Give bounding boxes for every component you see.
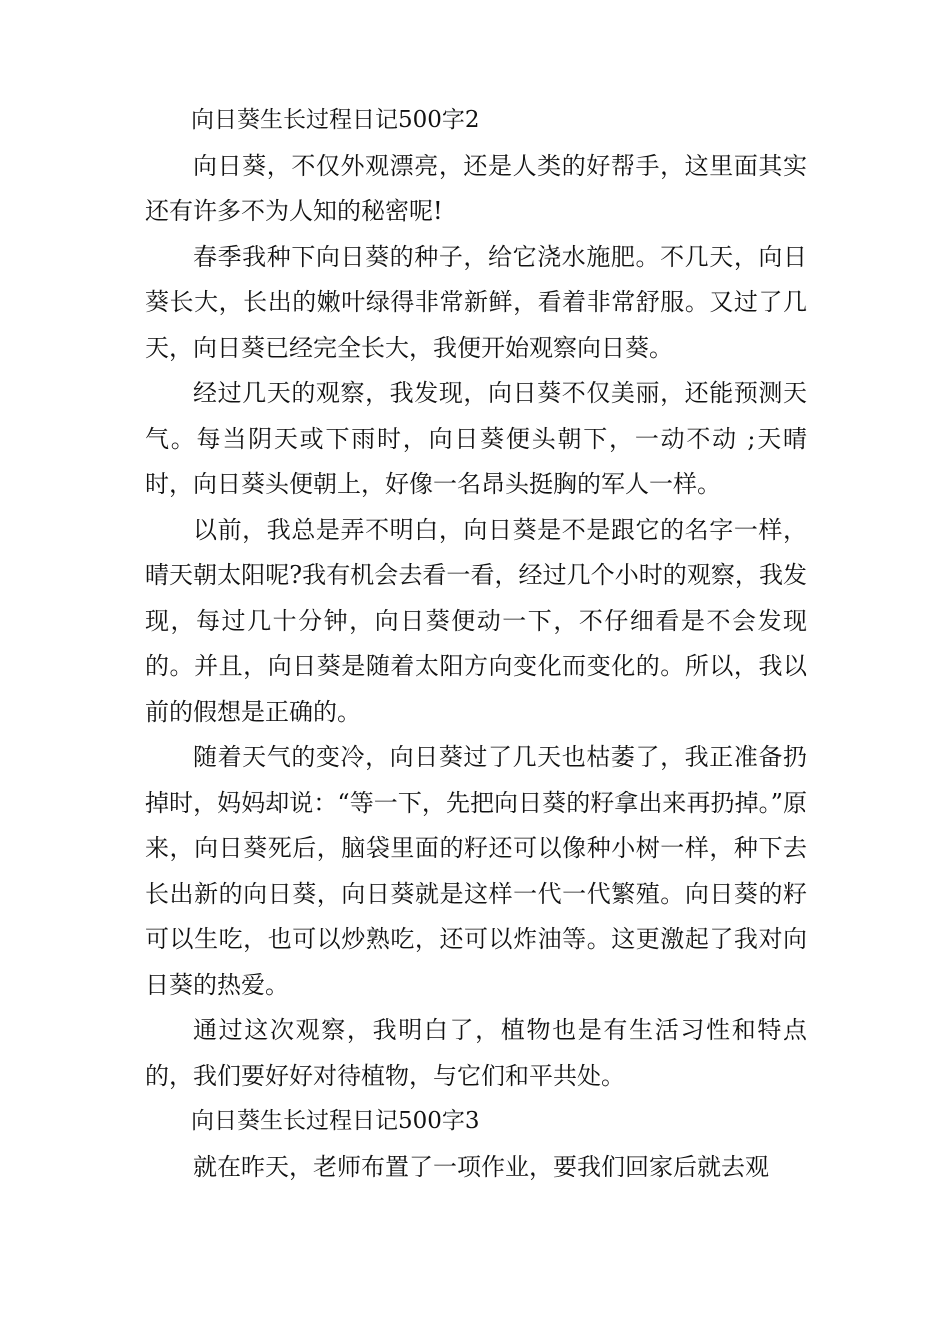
paragraph: 就在昨天，老师布置了一项作业，要我们回家后就去观 xyxy=(193,1152,769,1181)
paragraph: 经过几天的观察，我发现，向日葵不仅美丽，还能预测天气。每当阴天或下雨时，向日葵便头朝下，一动不动 ;天晴时，向日葵头便朝上，好像一名昂头挺胸的军人一样。 xyxy=(145,379,807,498)
section-heading: 向日葵生长过程日记500字2 xyxy=(191,107,480,133)
document-page xyxy=(145,98,807,1190)
paragraph: 通过这次观察，我明白了，植物也是有生活习性和特点的，我们要好好对待植物，与它们和平共处。 xyxy=(145,1016,807,1090)
paragraph: 春季我种下向日葵的种子，给它浇水施肥。不几天，向日葵长大，长出的嫩叶绿得非常新鲜，看着非常舒服。又过了几天，向日葵已经完全长大，我便开始观察向日葵。 xyxy=(145,242,807,362)
paragraph: 以前，我总是弄不明白，向日葵是不是跟它的名字一样，晴天朝太阳呢?我有机会去看一看，经过几个小时的观察，我发现，每过几十分钟，向日葵便动一下，不仔细看是不会发现的。并且，向日葵是随着太阳方向变化而变化的。所以，我以前的假想是正确的。 xyxy=(145,515,807,726)
paragraph: 随着天气的变冷，向日葵过了几天也枯萎了，我正准备扔掉时，妈妈却说：“等一下，先把向日葵的籽拿出来再扔掉。”原来，向日葵死后，脑袋里面的籽还可以像种小树一样，种下去长出新的向日葵，向日葵就是这样一代一代繁殖。向日葵的籽可以生吃，也可以炒熟吃，还可以炸油等。这更激起了我对向日葵的热爱。 xyxy=(145,743,807,999)
section-heading: 向日葵生长过程日记500字3 xyxy=(191,1108,480,1134)
paragraph: 向日葵，不仅外观漂亮，还是人类的好帮手，这里面其实还有许多不为人知的秘密呢! xyxy=(145,151,807,225)
